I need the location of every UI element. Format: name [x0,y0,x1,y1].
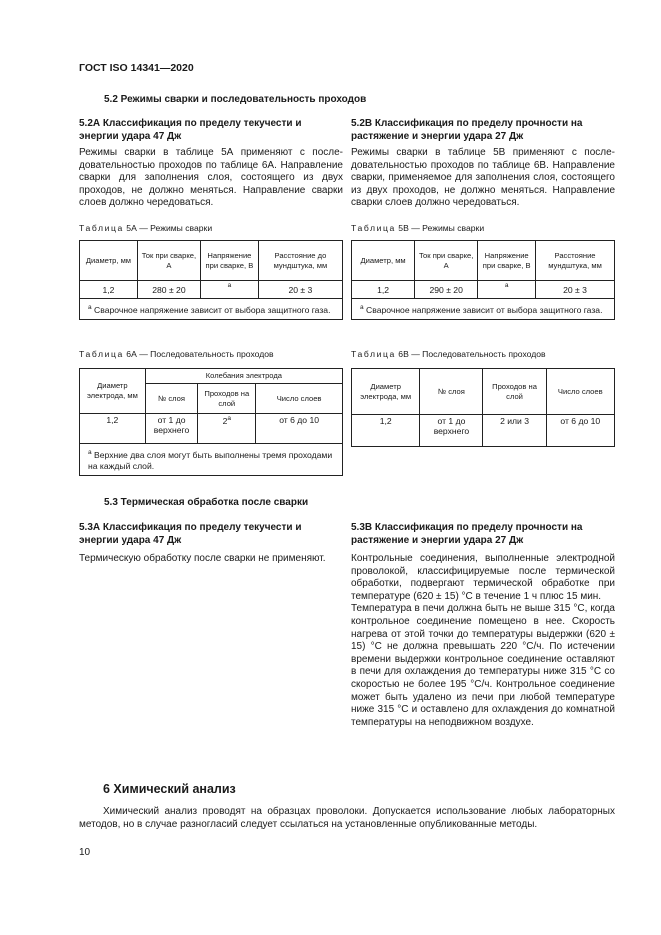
left-5-3-column [79,522,343,566]
table-6b [351,368,615,447]
table-cell: от 6 до 10 [546,415,614,447]
table-5b [351,240,615,320]
table-header-cell: Напряжение при сварке, В [200,241,258,281]
section-5-3-title: 5.3 Термическая обработка после сварки [104,497,309,508]
table-5a-caption: Таблица 5А — Режимы сварки [79,223,213,233]
table-cell: от 1 до верхнего [145,414,198,444]
table-header-cell: Диаметр, мм [80,241,138,281]
table-header-cell: Диаметр электрода, мм [352,369,420,415]
table-header-cell: Расстояние до мундштука, мм [258,241,342,281]
document-header: ГОСТ ISO 14341—2020 [79,62,194,74]
subsection-5-3b-body-1: Контрольные соединения, выполненные электродной проволокой, классифицируемые после термической обработки, подвергают термической обработке при температуре (620 ± 15) °С в течение 1 ч плюс 15 мин. [351,553,615,602]
table-cell: 2$^a$ [198,414,256,444]
table-header-cell: Число слоев [256,384,343,414]
table-6b-block [351,348,615,447]
table-5b-footnote: $^a$ Сварочное напряжение зависит от выбора защитного газа. [352,299,615,320]
table-5a-block [79,222,343,320]
table-header-cell: Расстояние мундштука, мм [536,241,615,281]
table-cell: a [478,281,536,299]
table-cell: 1,2 [80,414,146,444]
table-header-cell: Диаметр, мм [352,241,415,281]
table-6a-footnote: $^a$ Верхние два слоя могут быть выполнены тремя проходами на каждый слой. [80,444,343,476]
subsection-5-2a-title: 5.2А Классификация по пределу текучести и энергии удара 47 Дж [79,118,302,142]
table-6a-caption: Таблица 6А — Последовательность проходов [79,349,274,359]
table-5b-block [351,222,615,320]
table-6b-caption: Таблица 6В — Последовательность проходов [351,349,546,359]
subsection-5-3b-body-2: Температура в печи должна быть не выше 315 °С, когда контрольное соединение помещено в нее. Скорость нагрева от этой точки до температуры выдержки (620 ± 15) °С не должна превышать 220 °С/ч. По истечении времени выдержки контрольное соединение оставляют в печи для охлаждения до температуры ниже 315 °С со скоростью не более 195 °С/ч. Контрольное соединение может быть удалено из печи при любой температуре ниже 315 °С и оставлено для охлаждения до комнатной температуры на неподвижном воздухе. [351,603,615,728]
table-header-cell: Диаметр электрода, мм [80,369,146,414]
subsection-5-2b-body: Режимы сварки в таблице 5В применяют с последовательностью проходов по таблице 6В. Направление сварки, применяемое для заполнения слоя, состоящего из двух проходов, не должно меняться. Направление сварки слоев должно чередоваться. [351,147,615,209]
table-cell: 1,2 [352,415,420,447]
table-cell: 280 ± 20 [137,281,200,299]
table-cell: 20 ± 3 [258,281,342,299]
table-header-cell: Проходов на слой [198,384,256,414]
subsection-5-3b-title: 5.3В Классификация по пределу прочности на растяжение и энергии удара 27 Дж [351,522,583,546]
subsection-5-3a-title: 5.3А Классификация по пределу текучести и энергии удара 47 Дж [79,522,302,546]
subsection-5-2b-title: 5.2В Классификация по пределу прочности на растяжение и энергии удара 27 Дж [351,118,583,142]
table-5a [79,240,343,320]
subsection-5-2a-body: Режимы сварки в таблице 5А применяют с последовательностью проходов по таблице 6А. Направление сварки для заполнения слоя, состоящего из двух проходов, не должно меняться. Направление сварки слоев должно чередоваться. [79,147,343,209]
table-header-cell: Проходов на слой [483,369,546,415]
section-6-body: Химический анализ проводят на образцах проволоки. Допускается использование любых лабораторных методов, но в случае разногласий следует ссылаться на установленные опубликованные методы. [79,806,615,830]
right-5-2-column [351,118,615,210]
table-header-cell: № слоя [420,369,483,415]
right-5-3-column [351,522,615,729]
table-header-group: Колебания электрода [145,369,342,384]
table-header-cell: № слоя [145,384,198,414]
table-cell: 1,2 [352,281,415,299]
table-header-cell: Напряжение при сварке, В [478,241,536,281]
table-cell: 290 ± 20 [415,281,478,299]
table-header-cell: Ток при сварке, А [137,241,200,281]
table-5b-caption: Таблица 5В — Режимы сварки [351,223,485,233]
table-cell: a [200,281,258,299]
section-6-title: 6 Химический анализ [103,782,236,796]
table-cell: от 6 до 10 [256,414,343,444]
subsection-5-3a-body: Термическую обработку после сварки не применяют. [79,553,326,564]
table-6a [79,368,343,476]
table-6a-block [79,348,343,476]
table-header-cell: Число слоев [546,369,614,415]
table-cell: 2 или 3 [483,415,546,447]
page-number: 10 [79,847,91,858]
table-5a-footnote: $^a$ Сварочное напряжение зависит от выбора защитного газа. [80,299,343,320]
left-5-2-column [79,118,343,210]
table-header-cell: Ток при сварке, А [415,241,478,281]
table-cell: от 1 до верхнего [420,415,483,447]
table-cell: 20 ± 3 [536,281,615,299]
section-5-2-title: 5.2 Режимы сварки и последовательность проходов [104,94,367,105]
table-cell: 1,2 [80,281,138,299]
